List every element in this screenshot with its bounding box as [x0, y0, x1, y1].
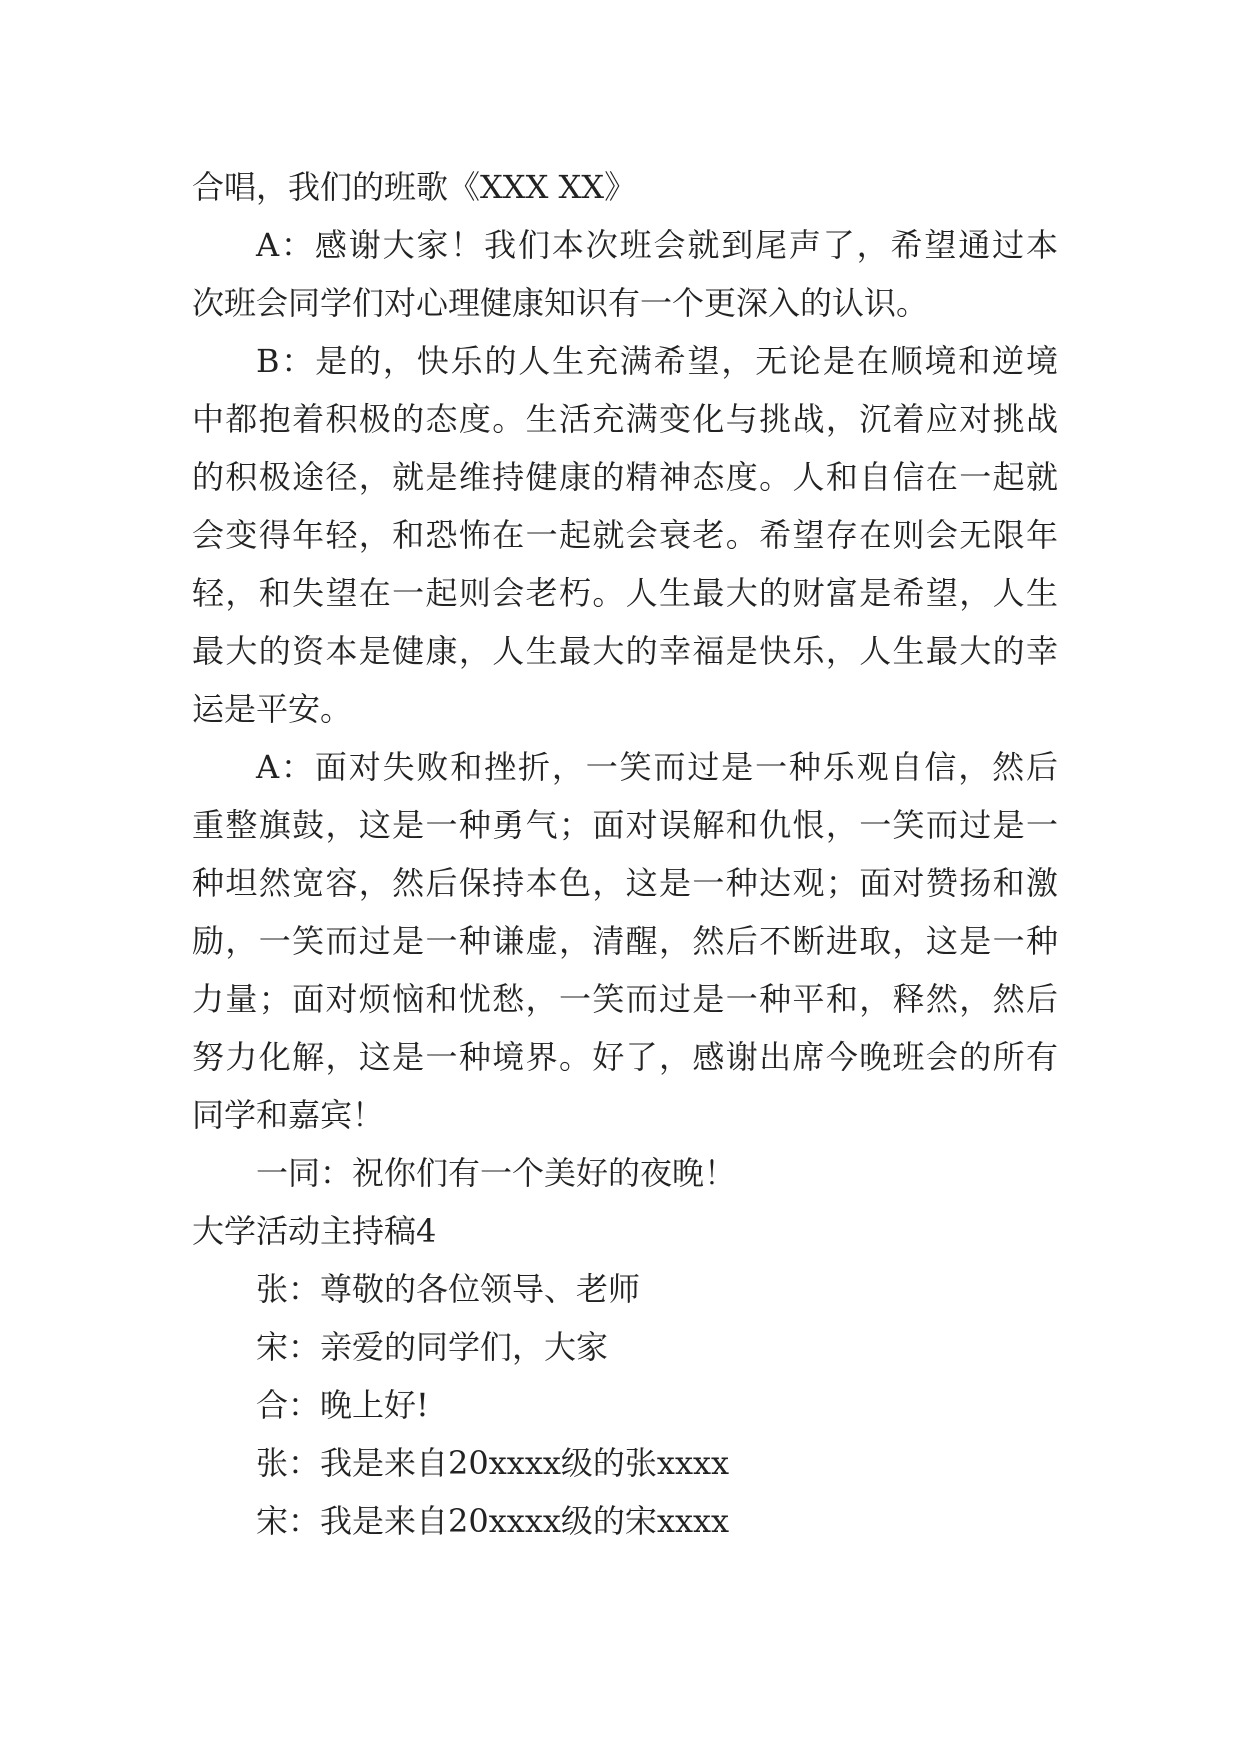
paragraph-a-thanks-line-2: 次班会同学们对心理健康知识有一个更深入的认识。: [192, 284, 929, 322]
paragraph-together: 一同：祝你们有一个美好的夜晚！: [256, 1154, 737, 1192]
paragraph-b-line-3: 的积极途径，就是维持健康的精神态度。人和自信在一起就: [192, 458, 1058, 496]
section-heading: 大学活动主持稿4: [192, 1212, 437, 1250]
paragraph-a-smile-line-1: A：面对失败和挫折，一笑而过是一种乐观自信，然后: [256, 748, 1058, 786]
text-line: 合唱，我们的班歌《XXX XX》: [192, 168, 637, 206]
dialogue-line-together: 合：晚上好!: [256, 1386, 429, 1424]
paragraph-a-smile-line-3: 种坦然宽容，然后保持本色，这是一种达观；面对赞扬和激: [192, 864, 1058, 902]
paragraph-a-smile-line-6: 努力化解，这是一种境界。好了，感谢出席今晚班会的所有: [192, 1038, 1058, 1076]
paragraph-b-line-5: 轻，和失望在一起则会老朽。人生最大的财富是希望，人生: [192, 574, 1058, 612]
paragraph-a-smile-line-7: 同学和嘉宾！: [192, 1096, 385, 1134]
paragraph-a-thanks-line-1: A：感谢大家！我们本次班会就到尾声了，希望通过本: [256, 226, 1058, 264]
document-body: [192, 158, 1058, 1550]
paragraph-b-line-7: 运是平安。: [192, 690, 353, 728]
paragraph-b-line-1: B：是的，快乐的人生充满希望，无论是在顺境和逆境: [256, 342, 1058, 380]
dialogue-line-zhang-2: 张：我是来自20xxxx级的张xxxx: [256, 1444, 730, 1482]
paragraph-b-line-2: 中都抱着积极的态度。生活充满变化与挑战，沉着应对挑战: [192, 400, 1058, 438]
dialogue-line-song-2: 宋：我是来自20xxxx级的宋xxxx: [256, 1502, 730, 1540]
paragraph-b-line-6: 最大的资本是健康，人生最大的幸福是快乐，人生最大的幸: [192, 632, 1058, 670]
dialogue-line-zhang-1: 张：尊敬的各位领导、老师: [256, 1270, 641, 1308]
paragraph-a-smile-line-5: 力量；面对烦恼和忧愁，一笑而过是一种平和，释然，然后: [192, 980, 1058, 1018]
paragraph-a-smile-line-2: 重整旗鼓，这是一种勇气；面对误解和仇恨，一笑而过是一: [192, 806, 1058, 844]
dialogue-line-song-1: 宋：亲爱的同学们，大家: [256, 1328, 609, 1366]
paragraph-a-smile-line-4: 励，一笑而过是一种谦虚，清醒，然后不断进取，这是一种: [192, 922, 1058, 960]
paragraph-b-line-4: 会变得年轻，和恐怖在一起就会衰老。希望存在则会无限年: [192, 516, 1058, 554]
